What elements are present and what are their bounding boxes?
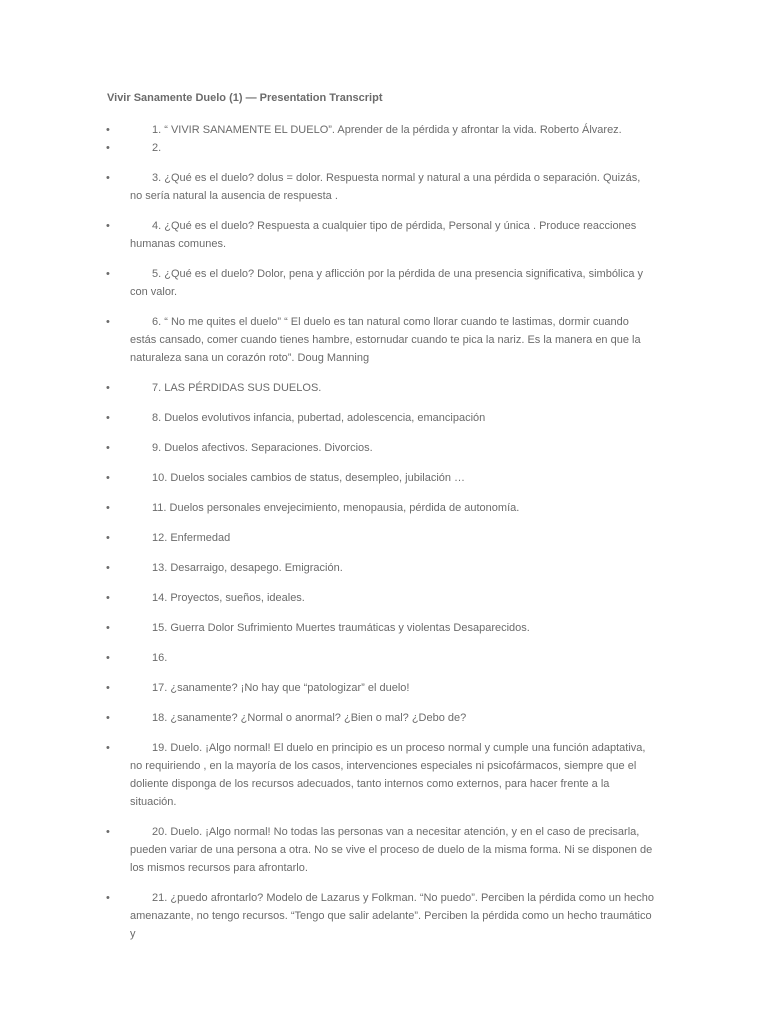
bullet-icon: • [106,826,110,838]
bullet-icon: • [106,220,110,232]
list-item-text: 7. LAS PÉRDIDAS SUS DUELOS. [152,382,322,394]
list-item-text: 9. Duelos afectivos. Separaciones. Divorcios. [152,442,373,454]
list-item [107,409,655,427]
bullet-icon: • [106,742,110,754]
list-item [107,619,655,637]
bullet-icon: • [106,268,110,280]
bullet-icon: • [106,412,110,424]
list-item-text: 20. Duelo. ¡Algo normal! No todas las personas van a necesitar atención, y en el caso de precisarla, pueden variar de una persona a otra. No se vive el proceso de duelo de la misma forma. Ni se disponen de los mismos recursos para afrontarlo. [130,826,653,874]
transcript-document [107,91,655,943]
bullet-icon: • [106,892,110,904]
list-item-text: 16. [152,652,168,664]
list-item [107,265,655,301]
list-item-text: 10. Duelos sociales cambios de status, desempleo, jubilación … [152,472,466,484]
list-item-text: 19. Duelo. ¡Algo normal! El duelo en principio es un proceso normal y cumple una función adaptativa, no requiriendo , en la mayoría de los casos, intervenciones especiales ni psicofármacos, siempre que el doliente disponga de los recursos adecuados, tanto internos como externos, para hacer frente a la situación. [130,742,646,808]
list-item [107,313,655,367]
list-item [107,529,655,547]
list-item-text: 4. ¿Qué es el duelo? Respuesta a cualquier tipo de pérdida, Personal y única . Produce reacciones humanas comunes. [130,220,637,250]
bullet-icon: • [106,316,110,328]
list-item-text: 12. Enfermedad [152,532,231,544]
list-item [107,649,655,667]
list-item-text: 14. Proyectos, sueños, ideales. [152,592,305,604]
list-item [107,469,655,487]
bullet-icon: • [106,562,110,574]
bullet-icon: • [106,472,110,484]
list-item [107,169,655,205]
list-item-text: 11. Duelos personales envejecimiento, menopausia, pérdida de autonomía. [152,502,520,514]
document-title: Vivir Sanamente Duelo (1) — Presentation Transcript [107,92,383,104]
list-item [107,589,655,607]
list-item-text: 15. Guerra Dolor Sufrimiento Muertes traumáticas y violentas Desaparecidos. [152,622,530,634]
list-item-text: 3. ¿Qué es el duelo? dolus = dolor. Respuesta normal y natural a una pérdida o separación. Quizás, no sería natural la ausencia de respuesta . [130,172,641,202]
list-item [107,379,655,397]
list-item-text: 21. ¿puedo afrontarlo? Modelo de Lazarus y Folkman. “No puedo”. Perciben la pérdida como un hecho amenazante, no tengo recursos. “Tengo que salir adelante”. Perciben la pérdida como un hecho traumático y [130,892,655,940]
list-item-text: 17. ¿sanamente? ¡No hay que “patologizar” el duelo! [152,682,410,694]
bullet-icon: • [106,622,110,634]
list-item [107,217,655,253]
list-item-text: 6. “ No me quites el duelo” “ El duelo es tan natural como llorar cuando te lastimas, dormir cuando estás cansado, comer cuando tienes hambre, estornudar cuando te pica la nariz. Es la manera en que la naturaleza sana un corazón roto”. Doug Manning [130,316,641,364]
list-item [107,823,655,877]
list-item [107,889,655,943]
bullet-icon: • [106,172,110,184]
list-item-text: 8. Duelos evolutivos infancia, pubertad, adolescencia, emancipación [152,412,486,424]
list-item-text: 2. [152,142,162,154]
bullet-icon: • [106,142,110,154]
list-item [107,439,655,457]
bullet-icon: • [106,502,110,514]
bullet-icon: • [106,442,110,454]
list-item [107,709,655,727]
list-item-text: 18. ¿sanamente? ¿Normal o anormal? ¿Bien o mal? ¿Debo de? [152,712,467,724]
bullet-icon: • [106,682,110,694]
transcript-list [107,121,655,943]
bullet-icon: • [106,652,110,664]
list-item [107,121,655,139]
list-item [107,679,655,697]
bullet-icon: • [106,592,110,604]
bullet-icon: • [106,382,110,394]
list-item [107,139,655,157]
bullet-icon: • [106,712,110,724]
list-item-text: 13. Desarraigo, desapego. Emigración. [152,562,343,574]
list-item [107,499,655,517]
bullet-icon: • [106,532,110,544]
list-item-text: 1. “ VIVIR SANAMENTE EL DUELO”. Aprender de la pérdida y afrontar la vida. Roberto Álvarez. [152,124,622,136]
list-item [107,559,655,577]
bullet-icon: • [106,124,110,136]
list-item [107,739,655,811]
list-item-text: 5. ¿Qué es el duelo? Dolor, pena y aflicción por la pérdida de una presencia significativa, simbólica y con valor. [130,268,643,298]
